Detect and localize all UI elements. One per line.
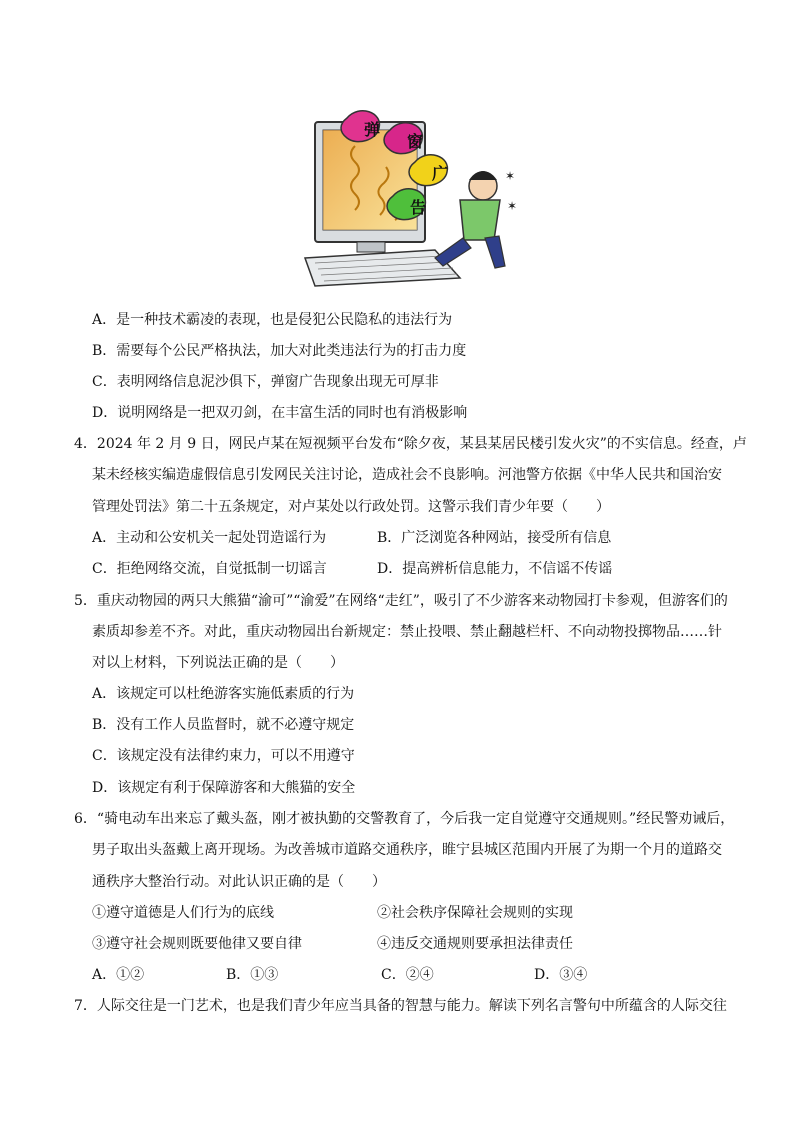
- q6-option-b: B．①③: [226, 967, 279, 983]
- q6-stem-line-1: 6．“骑电动车出来忘了戴头盔，刚才被执勤的交警教育了，今后我一定自觉遵守交通规则。”经民警劝诫后，: [74, 811, 735, 827]
- q6-option-d: D．③④: [534, 967, 588, 983]
- bubble-char-1: 弹: [364, 120, 381, 139]
- q4-option-d: D．提高辨析信息能力，不信谣不传谣: [377, 561, 613, 577]
- svg-text:✶: ✶: [507, 199, 518, 213]
- q6-statement-2: ②社会秩序保障社会规则的实现: [377, 905, 573, 921]
- q3-option-c: C．表明网络信息泥沙俱下，弹窗广告现象出现无可厚非: [92, 374, 439, 390]
- q5-option-d: D．该规定有利于保障游客和大熊猫的安全: [92, 780, 356, 796]
- q4-stem-line-2: 某未经核实编造虚假信息引发网民关注讨论，造成社会不良影响。河池警方依据《中华人民共和国治安: [92, 467, 722, 483]
- q7-stem-line-1: 7．人际交往是一门艺术，也是我们青少年应当具备的智慧与能力。解读下列名言警句中所蕴含的人际交往: [74, 998, 727, 1014]
- q6-option-c: C．②④: [381, 967, 434, 983]
- bubble-char-2: 窗: [407, 132, 424, 151]
- q5-stem-line-2: 素质却参差不齐。对此，重庆动物园出台新规定：禁止投喂、禁止翻越栏杆、不向动物投掷物品……针: [92, 624, 722, 640]
- q4-stem-line-1: 4．2024 年 2 月 9 日，网民卢某在短视频平台发布“除夕夜，某县某居民楼引发火灾”的不实信息。经查，卢: [74, 436, 747, 452]
- bubble-char-4: 告: [410, 198, 427, 217]
- q5-stem-line-1: 5．重庆动物园的两只大熊猫“渝可”“渝爱”在网络“走红”，吸引了不少游客来动物园打卡参观，但游客们的: [74, 593, 728, 609]
- bubble-char-3: 广: [432, 164, 449, 183]
- q6-stem-line-2: 男子取出头盔戴上离开现场。为改善城市道路交通秩序，睢宁县城区范围内开展了为期一个月的道路交: [92, 842, 722, 858]
- q5-option-b: B．没有工作人员监督时，就不必遵守规定: [92, 717, 355, 733]
- popup-ads-cartoon-image: [285, 100, 525, 290]
- q5-option-a: A．该规定可以杜绝游客实施低素质的行为: [92, 686, 355, 702]
- popup-ads-illustration: [285, 100, 525, 290]
- q3-option-d: D．说明网络是一把双刃剑，在丰富生活的同时也有消极影响: [92, 405, 468, 421]
- q5-stem-line-3: 对以上材料，下列说法正确的是（ ）: [92, 655, 344, 671]
- q3-option-b: B．需要每个公民严格执法，加大对此类违法行为的打击力度: [92, 343, 467, 359]
- q6-statement-3: ③遵守社会规则既要他律又要自律: [92, 936, 302, 952]
- q4-stem-line-3: 管理处罚法》第二十五条规定，对卢某处以行政处罚。这警示我们青少年要（ ）: [92, 499, 610, 515]
- q4-option-c: C．拒绝网络交流，自觉抵制一切谣言: [92, 561, 327, 577]
- svg-text:✶: ✶: [505, 169, 516, 183]
- q5-option-c: C．该规定没有法律约束力，可以不用遵守: [92, 748, 355, 764]
- q4-option-b: B．广泛浏览各种网站，接受所有信息: [377, 530, 612, 546]
- q3-option-a: A．是一种技术霸凌的表现，也是侵犯公民隐私的违法行为: [92, 312, 453, 328]
- q4-option-a: A．主动和公安机关一起处罚造谣行为: [92, 530, 327, 546]
- q6-statement-4: ④违反交通规则要承担法律责任: [377, 936, 573, 952]
- q6-stem-line-3: 通秩序大整治行动。对此认识正确的是（ ）: [92, 874, 386, 890]
- q6-option-a: A．①②: [92, 967, 145, 983]
- q6-statement-1: ①遵守道德是人们行为的底线: [92, 905, 274, 921]
